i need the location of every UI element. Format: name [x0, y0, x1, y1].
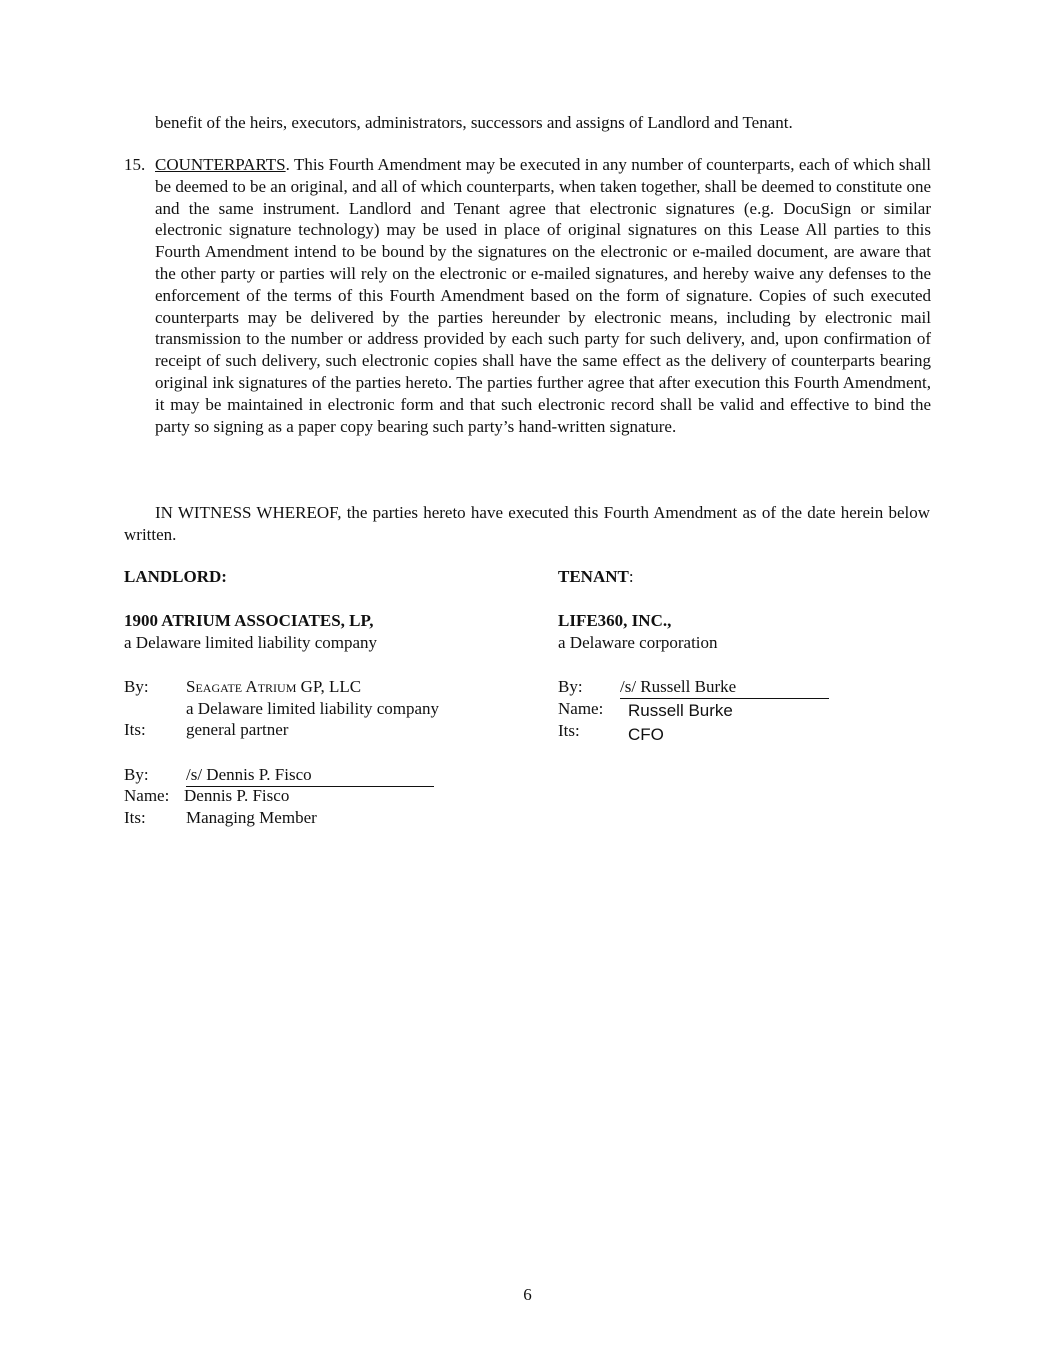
tenant-name-label: Name:	[558, 699, 604, 718]
tenant-heading-colon: :	[628, 567, 634, 586]
landlord-gp-name	[186, 676, 361, 698]
landlord-signer-title: Managing Member	[186, 808, 317, 827]
section-body-text: . This Fourth Amendment may be executed in any number of counterparts, each of which shall be deemed to be an original, and all of which counterparts, when taken together, shall be deemed to constitute one and the same instrument. Landlord and Tenant agree that electronic signatures (e.g. DocuSign or similar electronic signature technology) may be used in place of original signatures on this Lease All parties to this Fourth Amendment intend to be bound by the signatures on the electronic or e-mailed document, are aware that the other party or parties will rely on the electronic or e-mailed signatures, and hereby waive any defenses to the enforcement of the terms of this Fourth Amendment based on the form of signature. Copies of such executed counterparts may be delivered by the parties hereunder by electronic means, including by electronic mail transmission to the number or address provided by each such party for such delivery, and, upon confirmation of receipt of such delivery, such electronic copies shall have the same effect as the delivery of counterparts bearing original ink signatures of the parties hereto. The parties further agree that after execution this Fourth Amendment, it may be maintained in electronic form and that such electronic record shall be valid and effective to bind the party so signing as a paper copy bearing such party’s hand-written signature.	[155, 155, 931, 436]
tenant-signature-line	[620, 676, 829, 699]
landlord-gp-role: general partner	[186, 720, 289, 739]
tenant-signer-name: Russell Burke	[628, 701, 733, 720]
tenant-entity: LIFE360, INC.,	[558, 611, 672, 630]
section-title: COUNTERPARTS	[155, 155, 286, 174]
landlord-its2-label: Its:	[124, 808, 146, 827]
landlord-by2-label: By:	[124, 765, 149, 784]
landlord-signer-name: Dennis P. Fisco	[184, 786, 290, 805]
tenant-signer-title: CFO	[628, 725, 664, 744]
landlord-gp-name-rest: GP, LLC	[296, 677, 362, 696]
landlord-signature-line	[186, 764, 434, 787]
landlord-gp-name-smallcaps: Seagate Atrium	[186, 677, 297, 696]
landlord-by-label: By:	[124, 677, 149, 696]
landlord-name-label: Name:	[124, 786, 170, 805]
witness-paragraph: IN WITNESS WHEREOF, the parties hereto have executed this Fourth Amendment as of the date herein below written.	[124, 503, 930, 544]
landlord-gp-desc: a Delaware limited liability company	[186, 699, 440, 718]
tenant-its-label: Its:	[558, 721, 580, 740]
tenant-heading-text: TENANT	[558, 567, 629, 586]
tenant-heading	[558, 566, 634, 588]
landlord-its-label: Its:	[124, 720, 146, 739]
landlord-signature: /s/ Dennis P. Fisco	[186, 764, 434, 787]
landlord-entity-desc: a Delaware limited liability company	[124, 633, 378, 652]
tenant-entity-desc: a Delaware corporation	[558, 633, 718, 652]
page-number: 6	[523, 1285, 532, 1304]
tenant-by-label: By:	[558, 677, 583, 696]
continuation-paragraph: benefit of the heirs, executors, administrators, successors and assigns of Landlord and Tenant.	[155, 113, 793, 132]
landlord-entity: 1900 ATRIUM ASSOCIATES, LP,	[124, 611, 374, 630]
section-15-paragraph	[155, 154, 931, 437]
tenant-signature: /s/ Russell Burke	[620, 676, 829, 699]
landlord-heading: LANDLORD:	[124, 567, 227, 586]
section-number: 15.	[124, 155, 146, 174]
